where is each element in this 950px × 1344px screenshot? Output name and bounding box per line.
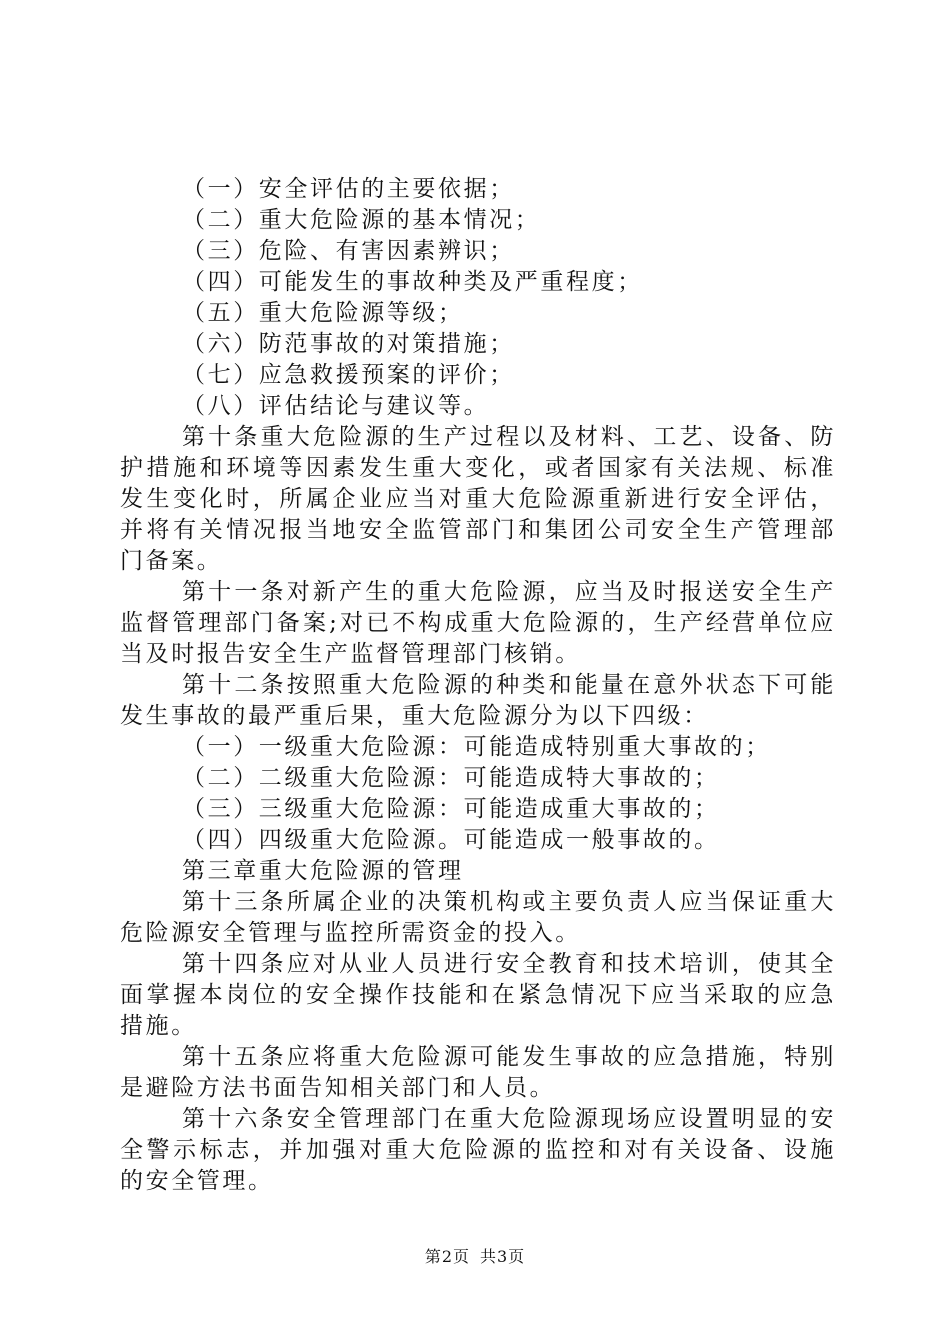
article-16-paragraph: 第十六条安全管理部门在重大危险源现场应设置明显的安全警示标志，并加强对重大危险源的监控和对有关设备、设施的安全管理。 [120, 1106, 836, 1194]
list-item: （一）一级重大危险源：可能造成特别重大事故的； [182, 734, 771, 760]
article-15-paragraph: 第十五条应将重大危险源可能发生事故的应急措施，特别是避险方法书面告知相关部门和人员。 [120, 1044, 836, 1101]
list-item: （六）防范事故的对策措施； [182, 331, 515, 357]
list-item: （四）四级重大危险源。可能造成一般事故的。 [182, 827, 720, 853]
list-item: （二）重大危险源的基本情况； [182, 207, 541, 233]
list-item: （八）评估结论与建议等。 [182, 393, 490, 419]
list-item: （三）危险、有害因素辨识； [182, 238, 515, 264]
article-10-paragraph: 第十条重大危险源的生产过程以及材料、工艺、设备、防护措施和环境等因素发生重大变化，或者国家有关法规、标准发生变化时，所属企业应当对重大危险源重新进行安全评估，并将有关情况报当地安全监管部门和集团公司安全生产管理部门备案。 [120, 424, 836, 574]
article-14-paragraph: 第十四条应对从业人员进行安全教育和技术培训，使其全面掌握本岗位的安全操作技能和在紧急情况下应当采取的应急措施。 [120, 951, 836, 1039]
page-number: 第2页 [424, 1247, 470, 1266]
document-body [120, 174, 836, 1197]
chapter-heading: 第三章重大危险源的管理 [182, 858, 464, 884]
list-item: （五）重大危险源等级； [182, 300, 464, 326]
page-total: 共3页 [480, 1247, 526, 1266]
list-item: （三）三级重大危险源：可能造成重大事故的； [182, 796, 720, 822]
list-item: （一）安全评估的主要依据； [182, 176, 515, 202]
article-11-paragraph: 第十一条对新产生的重大危险源，应当及时报送安全生产监督管理部门备案;对已不构成重大危险源的，生产经营单位应当及时报告安全生产监督管理部门核销。 [120, 579, 836, 667]
list-item: （七）应急救援预案的评价； [182, 362, 515, 388]
article-13-paragraph: 第十三条所属企业的决策机构或主要负责人应当保证重大危险源安全管理与监控所需资金的投入。 [120, 889, 836, 946]
list-item: （四）可能发生的事故种类及严重程度； [182, 269, 643, 295]
article-12-paragraph: 第十二条按照重大危险源的种类和能量在意外状态下可能发生事故的最严重后果，重大危险源分为以下四级： [120, 672, 836, 729]
list-item: （二）二级重大危险源：可能造成特大事故的； [182, 765, 720, 791]
page-footer [0, 1244, 950, 1267]
